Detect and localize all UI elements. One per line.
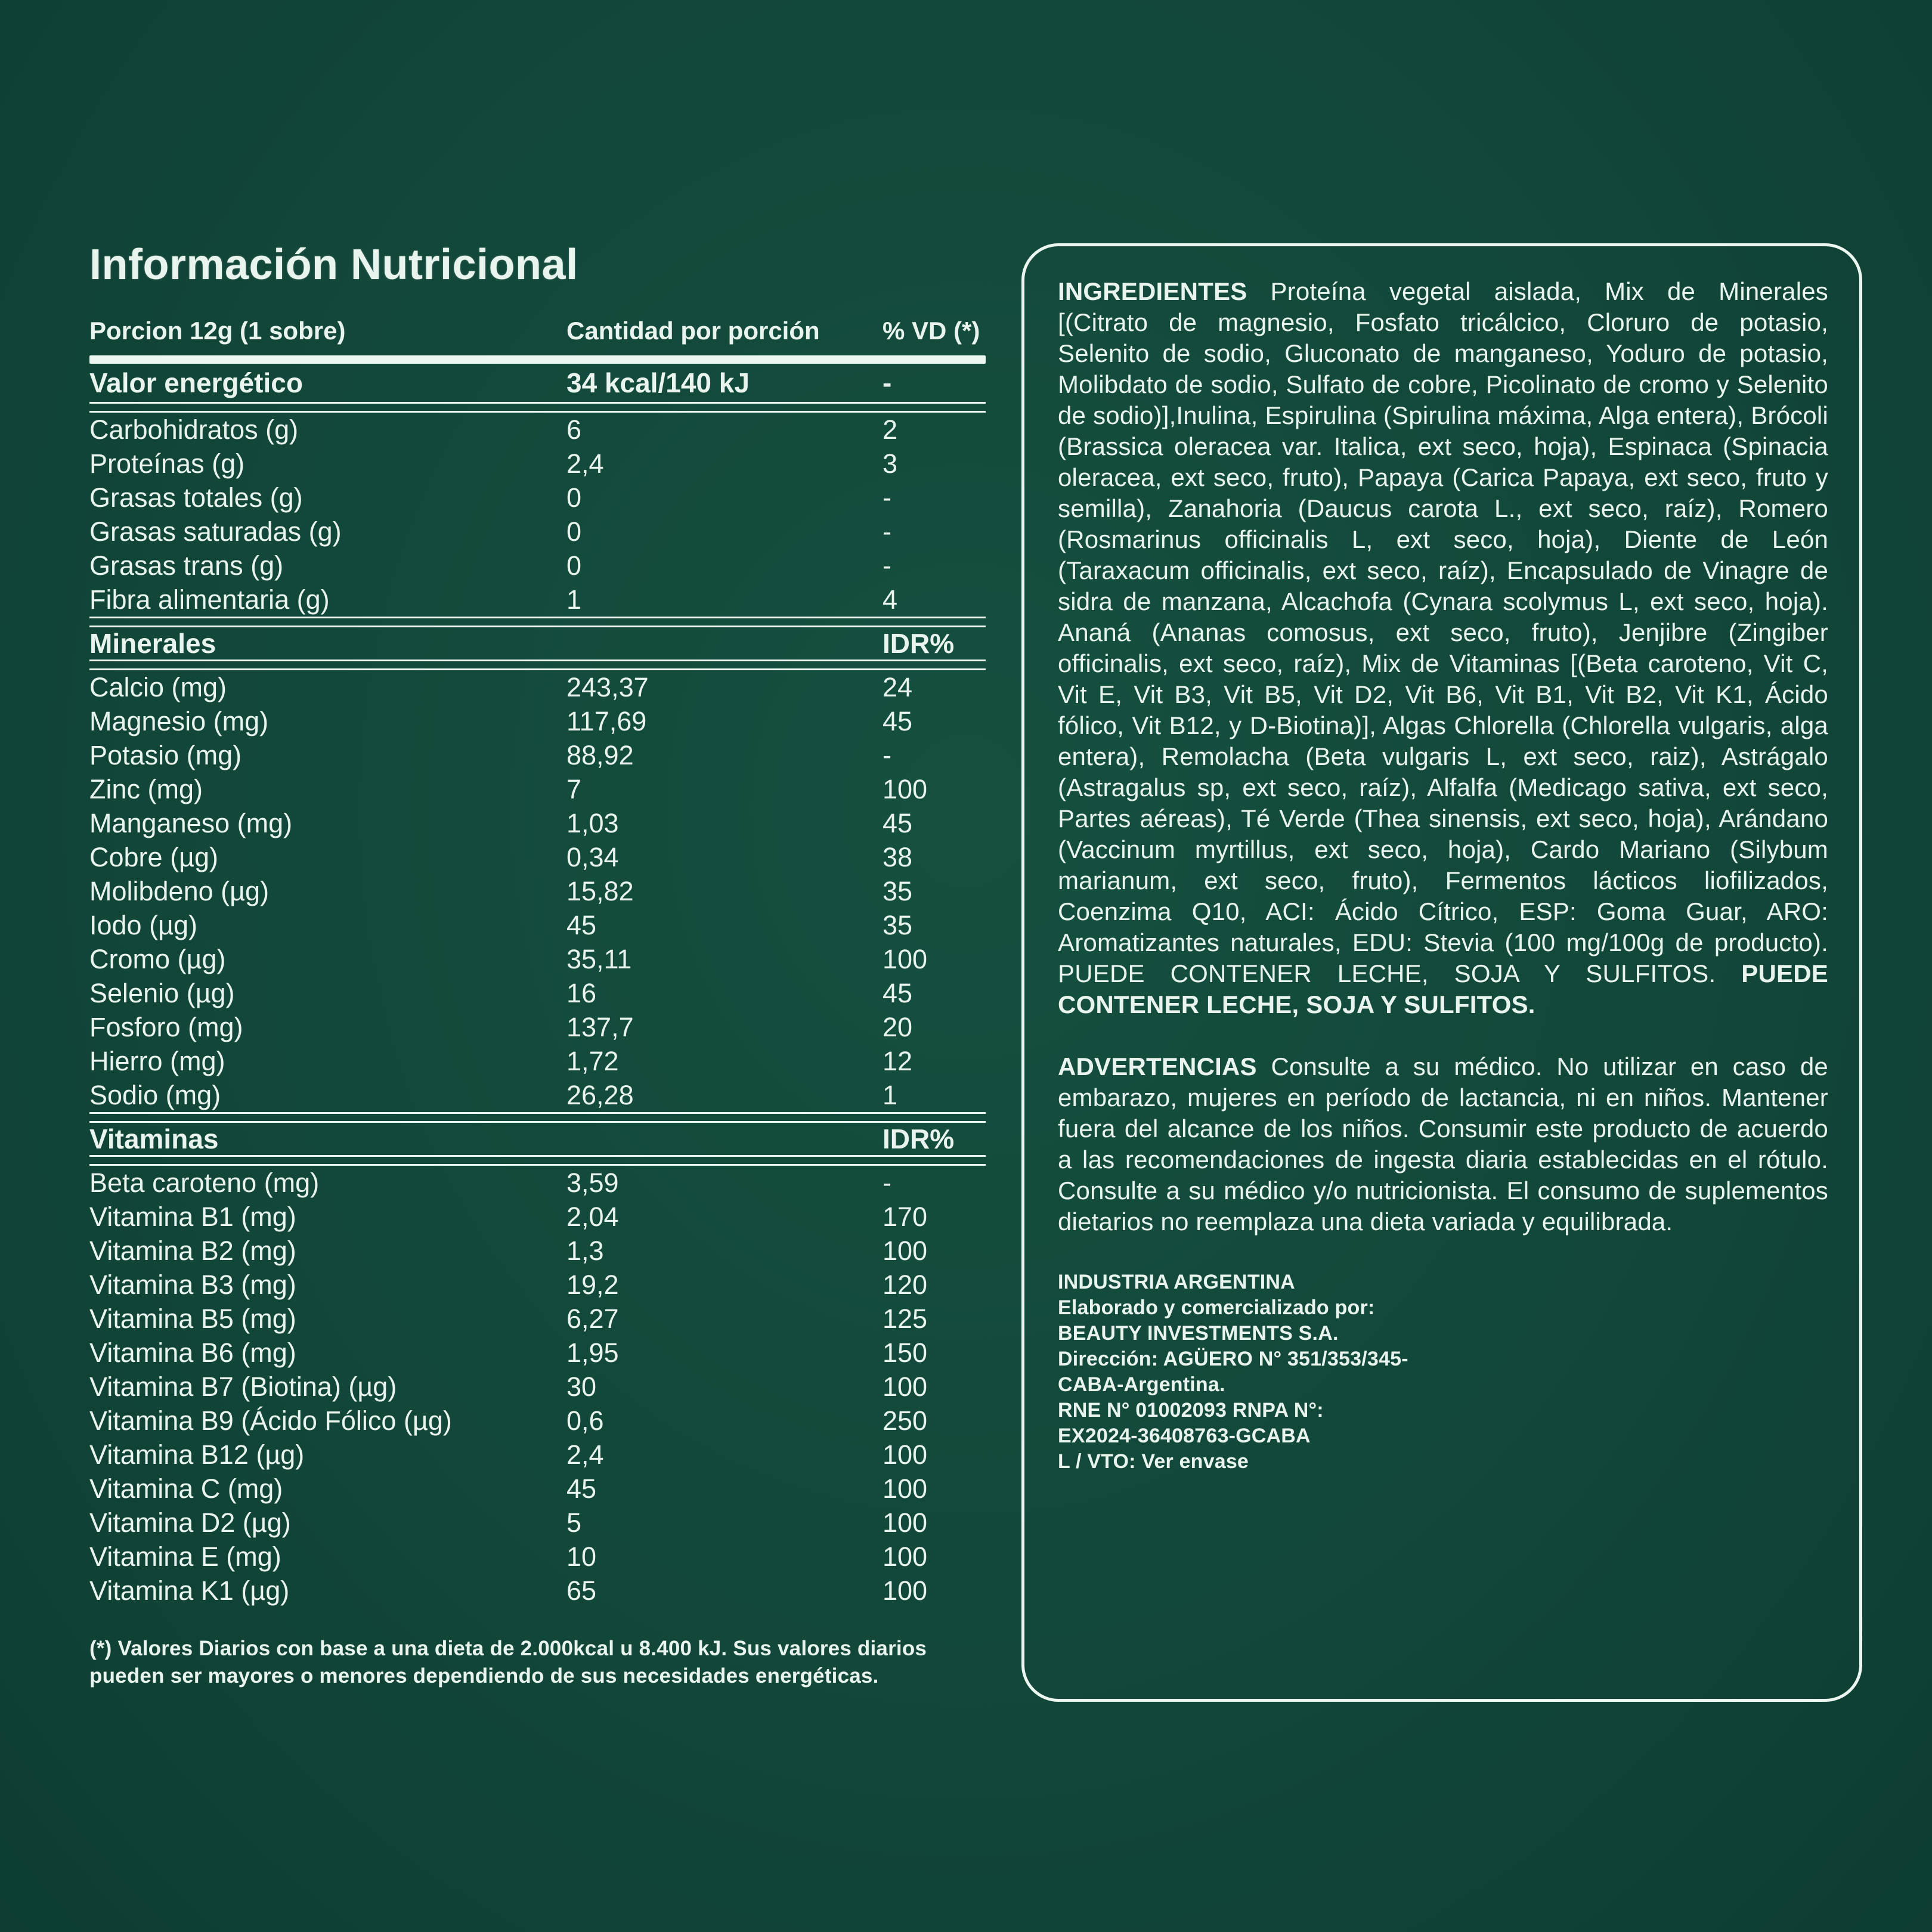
- nutrient-amount: 45: [566, 1473, 597, 1504]
- nutrient-dv: 100: [883, 1507, 928, 1538]
- nutrient-amount: 1,95: [566, 1337, 619, 1368]
- table-row: [89, 976, 986, 1010]
- table-row: [89, 1574, 986, 1608]
- nutrient-amount: 1: [566, 584, 582, 615]
- table-row: [89, 874, 986, 908]
- serving-size-label: Porcion 12g (1 sobre): [89, 317, 346, 345]
- nutrient-label: Molibdeno (µg): [89, 875, 270, 906]
- nutrient-label: Vitamina K1 (µg): [89, 1575, 290, 1606]
- nutrient-label: Fibra alimentaria (g): [89, 584, 330, 615]
- nutrient-amount: 88,92: [566, 739, 634, 770]
- nutrient-amount: 45: [566, 909, 597, 940]
- table-row: [89, 772, 986, 806]
- manufacturer-block: [1058, 1270, 1828, 1475]
- nutrient-amount: 2,4: [566, 1439, 604, 1470]
- macros-section: [89, 413, 986, 617]
- nutrient-amount: 117,69: [566, 705, 647, 736]
- nutrient-amount: 0: [566, 516, 582, 547]
- nutrient-dv: 12: [883, 1045, 913, 1076]
- nutrient-dv: 100: [883, 1575, 928, 1606]
- nutrient-label: Vitamina E (mg): [89, 1541, 281, 1572]
- table-row: [89, 1044, 986, 1078]
- nutrient-amount: 65: [566, 1575, 597, 1606]
- table-row: [89, 806, 986, 840]
- thick-divider: [89, 355, 986, 364]
- page-title: Información Nutricional: [89, 241, 578, 289]
- manufacturer-line: EX2024-36408763-GCABA: [1058, 1425, 1311, 1447]
- table-row: [89, 1200, 986, 1234]
- nutrient-amount: 0: [566, 550, 582, 581]
- table-row: [89, 583, 986, 617]
- minerals-section: [89, 670, 986, 1112]
- table-row: [89, 1336, 986, 1370]
- nutrient-amount: 6,27: [566, 1303, 619, 1334]
- nutrient-label: Cromo (µg): [89, 943, 226, 974]
- nutrient-dv: -: [883, 550, 891, 581]
- nutrient-dv: 100: [883, 943, 928, 974]
- nutrient-amount: 137,7: [566, 1011, 634, 1042]
- nutrient-label: Valor energético: [89, 367, 303, 398]
- allergen-statement: PUEDE CONTENER LECHE, SOJA Y SULFITOS.: [1058, 959, 1828, 1018]
- double-divider: [89, 1112, 986, 1123]
- nutrient-dv: 100: [883, 1439, 928, 1470]
- nutrient-dv: -: [883, 367, 892, 398]
- manufacturer-line: RNE N° 01002093 RNPA N°:: [1058, 1399, 1324, 1422]
- nutrient-label: Vitamina C (mg): [89, 1473, 283, 1504]
- nutrient-amount: 1,3: [566, 1235, 604, 1266]
- nutrition-facts-table: [89, 243, 986, 1690]
- nutrient-dv: 3: [883, 448, 898, 479]
- nutrient-dv: 250: [883, 1405, 928, 1436]
- table-header-row: [89, 316, 986, 346]
- nutrient-amount: 16: [566, 977, 597, 1008]
- nutrient-amount: 1,03: [566, 807, 619, 838]
- nutrient-dv: 45: [883, 807, 913, 838]
- vitamins-section-header: [89, 1123, 986, 1155]
- nutrient-amount: 6: [566, 414, 582, 445]
- vitamins-section: [89, 1166, 986, 1608]
- nutrient-label: Grasas saturadas (g): [89, 516, 342, 547]
- nutrient-dv: 100: [883, 1473, 928, 1504]
- nutrient-dv: 35: [883, 875, 913, 906]
- nutrient-label: Cobre (µg): [89, 841, 218, 872]
- table-row: [89, 1438, 986, 1472]
- nutrient-label: Sodio (mg): [89, 1079, 221, 1110]
- table-row: [89, 1234, 986, 1268]
- nutrient-label: Potasio (mg): [89, 739, 242, 770]
- nutrient-dv: 20: [883, 1011, 913, 1042]
- nutrient-amount: 19,2: [566, 1269, 619, 1300]
- nutrient-dv: 120: [883, 1269, 928, 1300]
- nutrient-label: Vitamina B6 (mg): [89, 1337, 296, 1368]
- table-row: [89, 1078, 986, 1112]
- double-divider: [89, 1155, 986, 1166]
- nutrient-dv: 35: [883, 909, 913, 940]
- table-row: [89, 840, 986, 874]
- nutrient-label: Vitamina B12 (µg): [89, 1439, 305, 1470]
- nutrient-amount: 243,37: [566, 671, 649, 702]
- daily-values-footnote: (*) Valores Diarios con base a una dieta de 2.000kcal u 8.400 kJ. Sus valores diarios pueden ser mayores o menores dependiendo de sus necesidades energéticas.: [89, 1637, 927, 1688]
- nutrient-dv: 2: [883, 414, 898, 445]
- nutrient-amount: 0: [566, 482, 582, 513]
- warnings-text: Consulte a su médico. No utilizar en caso de embarazo, mujeres en período de lactancia, ni en niños. Mantener fuera del alcance de los niños. Consumir este producto de acuerdo a las recomendaciones de ingesta diaria establecidas en el rótulo. Consulte a su médico y/o nutricionista. El consumo de suplementos dietarios no reemplaza una dieta variada y equilibrada.: [1058, 1052, 1828, 1236]
- nutrient-label: Vitamina D2 (µg): [89, 1507, 291, 1538]
- idr-column-header: IDR%: [883, 628, 955, 659]
- nutrient-label: Proteínas (g): [89, 448, 245, 479]
- nutrient-amount: 2,04: [566, 1201, 619, 1232]
- nutrient-amount: 10: [566, 1541, 597, 1572]
- table-row: [89, 1472, 986, 1506]
- table-row: [89, 738, 986, 772]
- nutrient-label: Vitamina B5 (mg): [89, 1303, 296, 1334]
- nutrient-dv: -: [883, 516, 891, 547]
- nutrient-dv: 4: [883, 584, 898, 615]
- nutrient-dv: 38: [883, 841, 913, 872]
- table-row: [89, 413, 986, 447]
- section-title: Minerales: [89, 628, 216, 659]
- ingredients-text: Proteína vegetal aislada, Mix de Minerales [(Citrato de magnesio, Fosfato tricálcico, Cloruro de potasio, Selenito de sodio, Gluconato de manganeso, Yoduro de potasio, Molibdato de sodio, Sulfato de cobre, Picolinato de cromo y Selenito de sodio)],Inulina, Espirulina (Spirulina máxima, Alga entera), Brócoli (Brassica oleracea var. Italica, ext seco, hoja), Espinaca (Spinacia oleracea, ext seco, fruto), Papaya (Carica Papaya, ext seco, fruto y semilla), Zanahoria (Daucus carota L., ext seco, raíz), Romero (Rosmarinus officinalis L, ext seco, hoja), Diente de León (Taraxacum officinalis, ext seco, raíz), Encapsulado de Vinagre de sidra de manzana, Alcachofa (Cynara scolymus L, ext seco, hoja). Ananá (Ananas comosus, ext seco, fruto), Jenjibre (Zingiber officinalis, ext seco, raíz), Mix de Vitaminas [(Beta caroteno, Vit C, Vit E, Vit B3, Vit B5, Vit D2, Vit B6, Vit B1, Vit B2, Vit K1, Ácido fólico, Vit B12, y D-Biotina)], Algas Chlorella (Chlorella vulgaris, alga entera), Remolacha (Beta vulgaris L, ext seco, raiz), Astrágalo (Astragalus sp, ext seco, raíz), Alfalfa (Medicago sativa, ext seco, Partes aéreas), Té Verde (Thea sinensis, ext seco, hoja), Arándano (Vaccinum myrtillus, ext seco, hoja), Cardo Mariano (Silybum marianum, ext seco, fruto), Fermentos lácticos liofilizados, Coenzima Q10, ACI: Ácido Cítrico, ESP: Goma Guar, ARO: Aromatizantes naturales, EDU: Stevia (100 mg/100g de producto). PUEDE CONTENER LECHE, SOJA Y SULFITOS.: [1058, 277, 1828, 987]
- nutrient-dv: 100: [883, 1371, 928, 1402]
- nutrient-label: Beta caroteno (mg): [89, 1167, 320, 1198]
- nutrient-label: Manganeso (mg): [89, 807, 293, 838]
- double-divider: [89, 617, 986, 627]
- nutrient-amount: 15,82: [566, 875, 634, 906]
- table-row: [89, 942, 986, 976]
- nutrient-label: Vitamina B7 (Biotina) (µg): [89, 1371, 397, 1402]
- table-row: [89, 515, 986, 549]
- ingredients-heading: INGREDIENTES: [1058, 277, 1247, 305]
- table-row: [89, 481, 986, 515]
- table-row: [89, 447, 986, 481]
- warnings-heading: ADVERTENCIAS: [1058, 1052, 1257, 1080]
- table-row: [89, 1370, 986, 1404]
- nutrient-amount: 26,28: [566, 1079, 634, 1110]
- nutrient-dv: -: [883, 1167, 891, 1198]
- manufacturer-line: INDUSTRIA ARGENTINA: [1058, 1271, 1295, 1293]
- nutrient-dv: 24: [883, 671, 913, 702]
- idr-column-header: IDR%: [883, 1123, 955, 1154]
- manufacturer-line: CABA-Argentina.: [1058, 1373, 1225, 1396]
- table-row: [89, 1166, 986, 1200]
- table-row: [89, 1268, 986, 1302]
- nutrient-amount: 5: [566, 1507, 582, 1538]
- double-divider: [89, 402, 986, 413]
- nutrient-dv: 100: [883, 1541, 928, 1572]
- nutrient-label: Calcio (mg): [89, 671, 227, 702]
- nutrient-label: Carbohidratos (g): [89, 414, 299, 445]
- table-row: [89, 1404, 986, 1438]
- nutrient-label: Hierro (mg): [89, 1045, 225, 1076]
- energy-row: [89, 364, 986, 402]
- manufacturer-line: BEAUTY INVESTMENTS S.A.: [1058, 1322, 1339, 1345]
- nutrient-label: Selenio (µg): [89, 977, 235, 1008]
- amount-column-header: Cantidad por porción: [566, 317, 820, 345]
- nutrient-dv: 45: [883, 705, 913, 736]
- table-row: [89, 670, 986, 704]
- nutrient-label: Vitamina B3 (mg): [89, 1269, 296, 1300]
- ingredients-paragraph: [1058, 276, 1828, 1020]
- daily-value-column-header: % VD (*): [883, 317, 980, 345]
- nutrient-dv: 100: [883, 773, 928, 804]
- nutrient-amount: 3,59: [566, 1167, 619, 1198]
- nutrient-amount: 30: [566, 1371, 597, 1402]
- nutrient-amount: 0,6: [566, 1405, 604, 1436]
- nutrient-amount: 0,34: [566, 841, 619, 872]
- nutrient-label: Zinc (mg): [89, 773, 203, 804]
- table-row: [89, 549, 986, 583]
- nutrient-dv: 150: [883, 1337, 928, 1368]
- nutrient-label: Iodo (µg): [89, 909, 198, 940]
- nutrient-dv: 45: [883, 977, 913, 1008]
- nutrient-amount: 2,4: [566, 448, 604, 479]
- table-row: [89, 1506, 986, 1540]
- manufacturer-line: L / VTO: Ver envase: [1058, 1450, 1249, 1473]
- ingredients-panel: [1021, 243, 1862, 1702]
- section-title: Vitaminas: [89, 1123, 219, 1154]
- table-row: [89, 704, 986, 738]
- nutrient-label: Grasas totales (g): [89, 482, 303, 513]
- nutrient-amount: 1,72: [566, 1045, 619, 1076]
- nutrient-dv: -: [883, 739, 891, 770]
- nutrient-label: Fosforo (mg): [89, 1011, 243, 1042]
- table-row: [89, 1010, 986, 1044]
- minerals-section-header: [89, 627, 986, 660]
- nutrient-label: Vitamina B2 (mg): [89, 1235, 296, 1266]
- nutrient-dv: 170: [883, 1201, 928, 1232]
- table-row: [89, 1302, 986, 1336]
- table-row: [89, 908, 986, 942]
- nutrient-amount: 7: [566, 773, 582, 804]
- nutrient-label: Grasas trans (g): [89, 550, 284, 581]
- table-row: [89, 1540, 986, 1574]
- nutrient-amount: 35,11: [566, 943, 632, 974]
- manufacturer-line: Dirección: AGÜERO N° 351/353/345-: [1058, 1348, 1408, 1370]
- warnings-paragraph: [1058, 1051, 1828, 1237]
- nutrient-label: Vitamina B9 (Ácido Fólico (µg): [89, 1405, 452, 1436]
- manufacturer-line: Elaborado y comercializado por:: [1058, 1296, 1375, 1319]
- nutrient-amount: 34 kcal/140 kJ: [566, 367, 750, 398]
- nutrient-label: Magnesio (mg): [89, 705, 269, 736]
- nutrient-dv: 1: [883, 1079, 898, 1110]
- nutrient-dv: 125: [883, 1303, 928, 1334]
- nutrient-dv: -: [883, 482, 891, 513]
- double-divider: [89, 660, 986, 670]
- nutrient-label: Vitamina B1 (mg): [89, 1201, 296, 1232]
- nutrient-dv: 100: [883, 1235, 928, 1266]
